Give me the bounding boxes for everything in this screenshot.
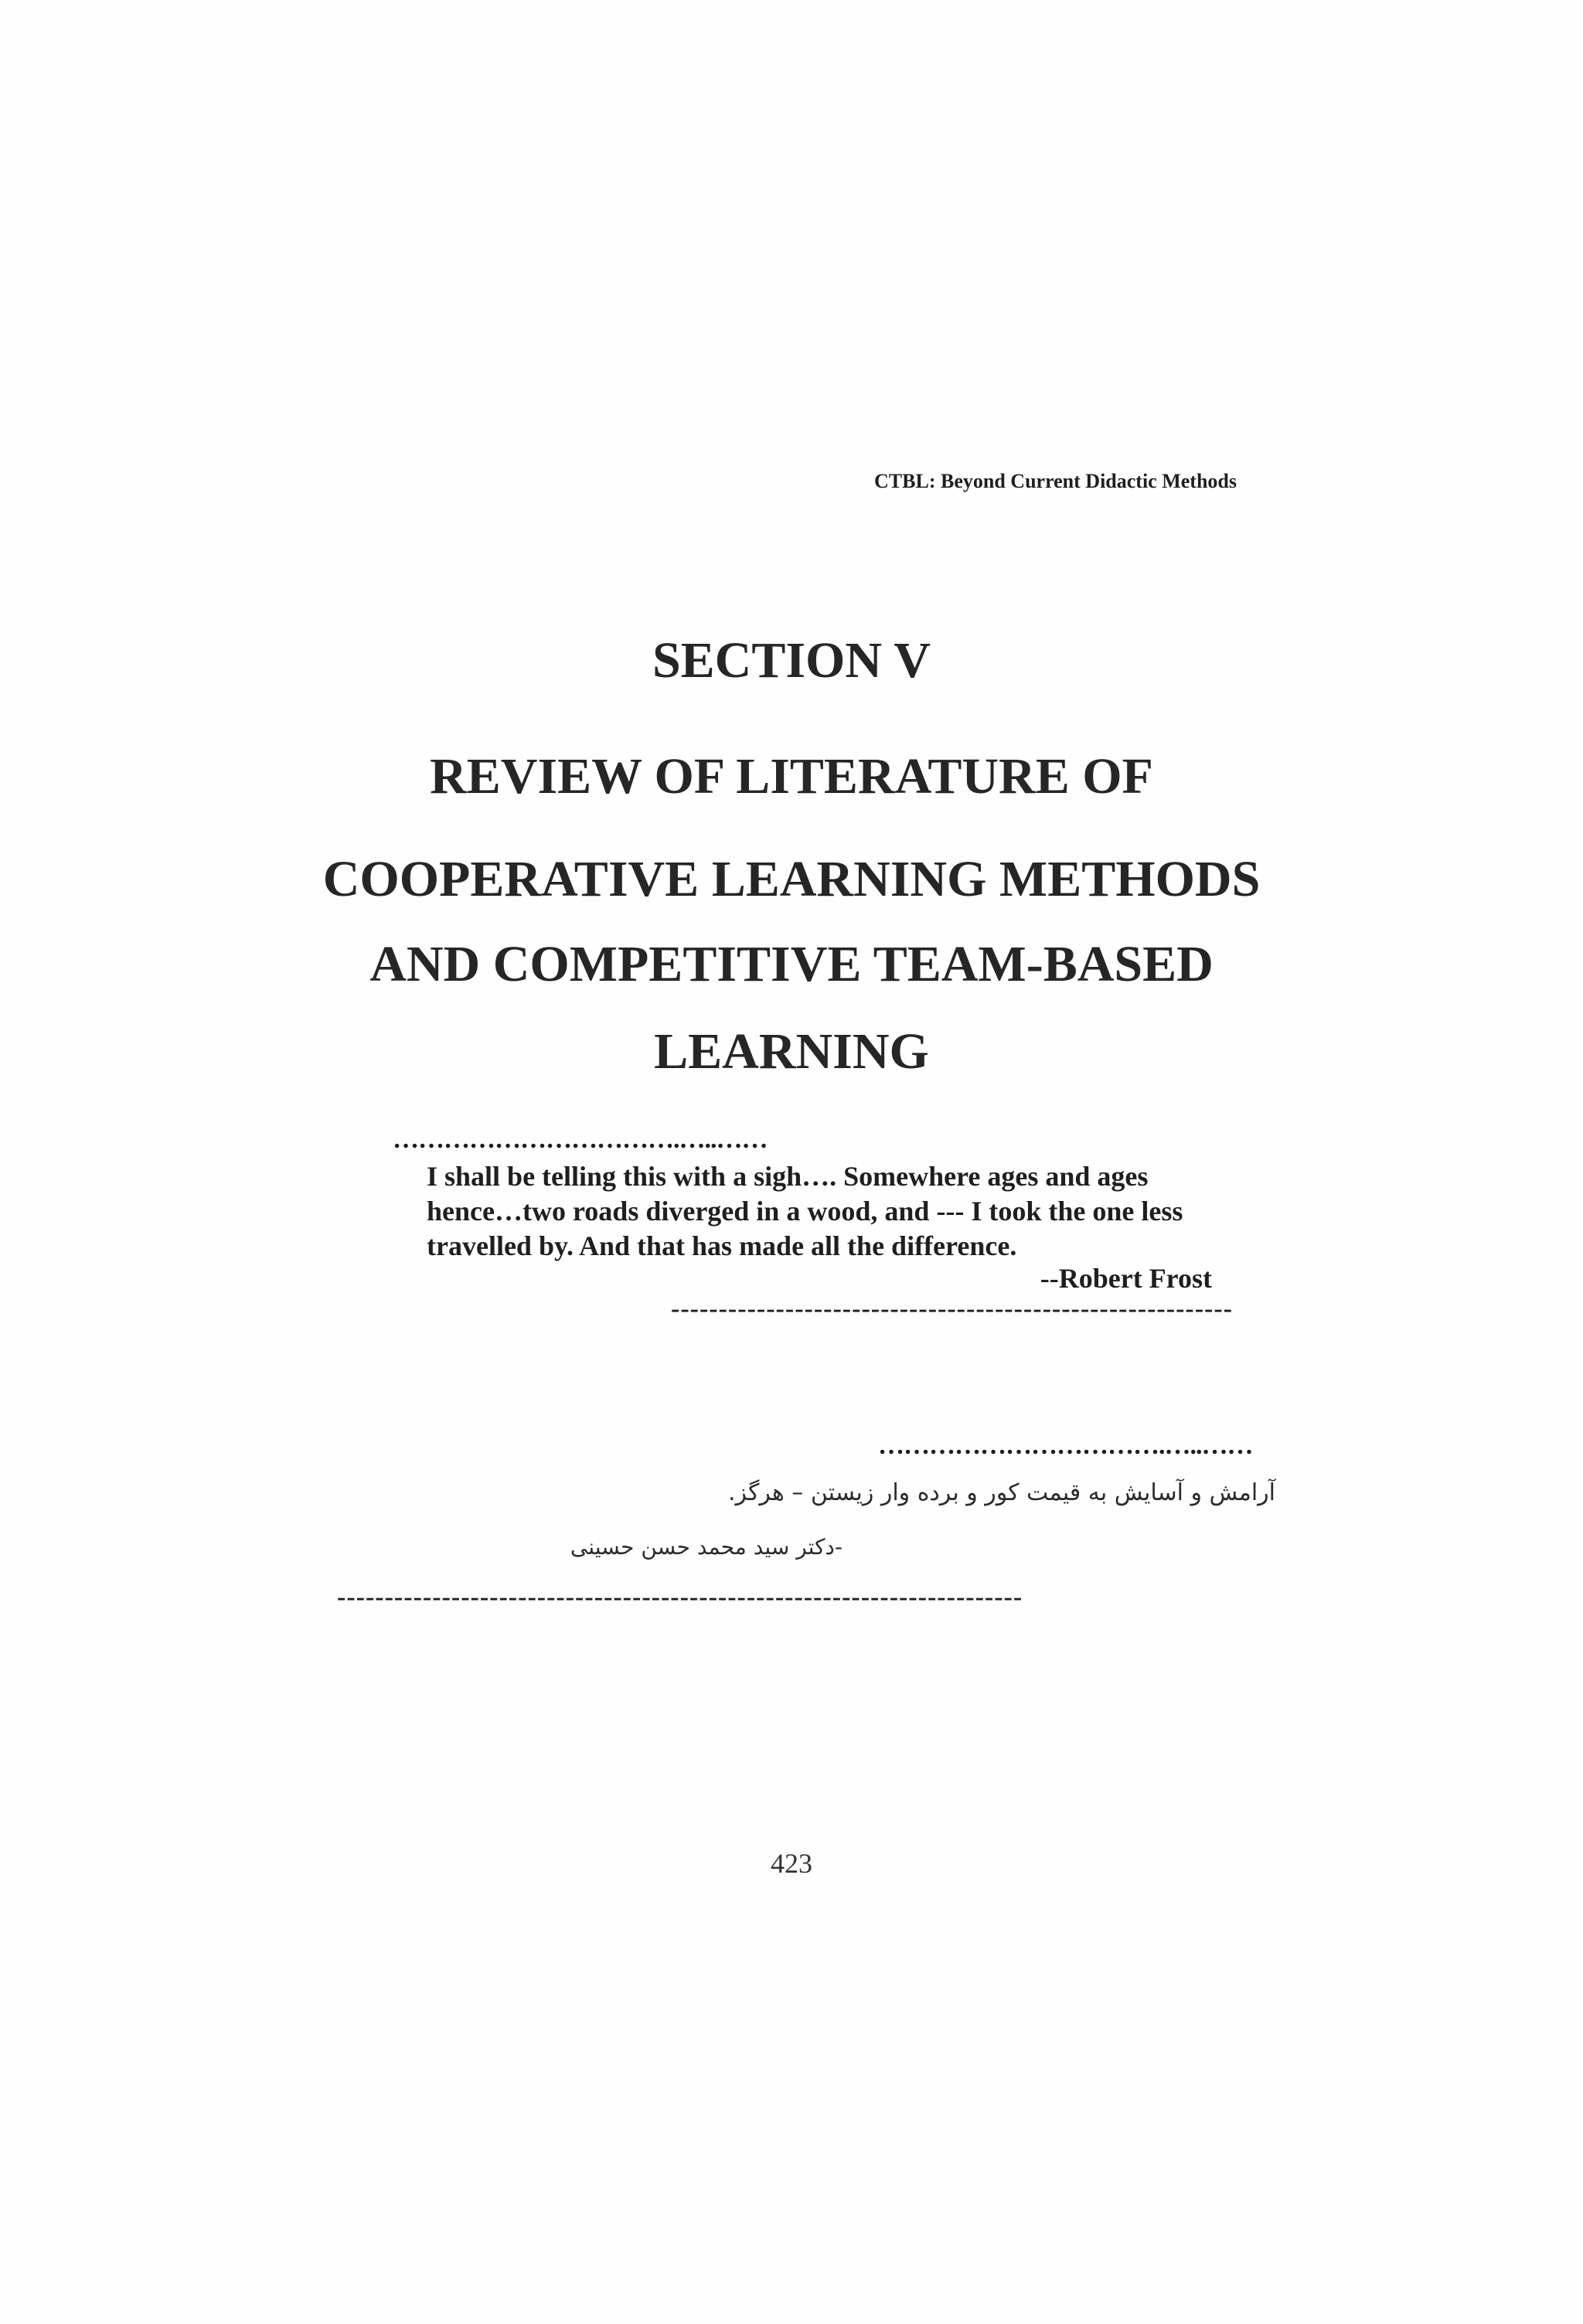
section-subtitle-line-4: LEARNING bbox=[654, 1023, 929, 1080]
section-title: SECTION V bbox=[652, 632, 931, 689]
epigraph-quote bbox=[427, 1159, 1183, 1264]
section-subtitle-line-2: COOPERATIVE LEARNING METHODS bbox=[322, 851, 1261, 907]
quote-line-1: I shall be telling this with a sigh…. Somewhere ages and ages bbox=[427, 1161, 1149, 1192]
quote-line-2: hence…two roads diverged in a wood, and --- I took the one less bbox=[427, 1196, 1183, 1227]
running-header: CTBL: Beyond Current Didactic Methods bbox=[874, 470, 1237, 492]
section-subtitle-line-3: AND COMPETITIVE TEAM-BASED bbox=[369, 936, 1214, 992]
quote-dashed-separator: ----------------------------------------------------------- bbox=[671, 1295, 1234, 1323]
persian-quote-dashed-separator: ------------------------------------------------------------------------ bbox=[337, 1583, 1023, 1611]
persian-quote: آرامش و آسایش به قیمت کور و برده وار زیستن – هرگز. bbox=[728, 1479, 1275, 1506]
quote-dotted-separator: …………………………….…..…… bbox=[393, 1125, 768, 1154]
persian-quote-dotted-separator: …………………………….…..…… bbox=[878, 1431, 1253, 1460]
section-subtitle-line-1: REVIEW OF LITERATURE OF bbox=[430, 748, 1153, 805]
quote-line-3: travelled by. And that has made all the difference. bbox=[427, 1230, 1017, 1261]
quote-author: --Robert Frost bbox=[1040, 1263, 1212, 1294]
page-number: 423 bbox=[771, 1848, 812, 1879]
persian-quote-author: -دکتر سید محمد حسن حسینی bbox=[570, 1534, 843, 1560]
